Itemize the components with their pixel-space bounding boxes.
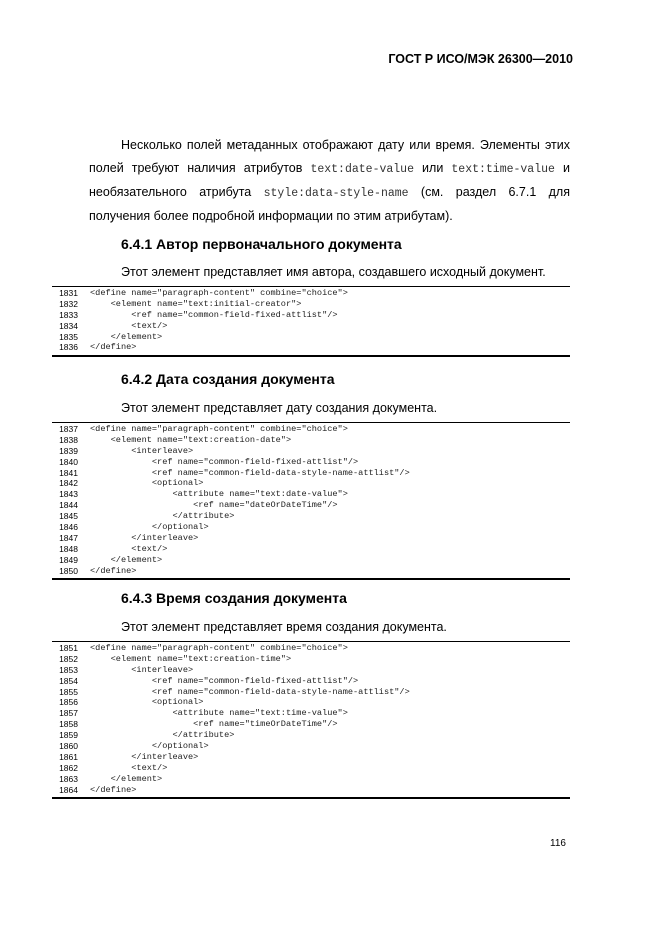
- intro-text-part4: (см. раздел 6.7.1 для получения более подробной информации по этим атрибутам).: [89, 185, 570, 223]
- line-number: 1840: [59, 456, 78, 467]
- code-line: [52, 457, 570, 468]
- code-text: <ref name="dateOrDateTime"/>: [90, 500, 338, 511]
- code-line: [52, 665, 570, 676]
- section-description-6-4-3: Этот элемент представляет время создания документа.: [121, 620, 447, 634]
- line-number: 1832: [59, 298, 78, 309]
- code-line: [52, 332, 570, 343]
- line-number: 1859: [59, 730, 78, 741]
- line-number: 1863: [59, 773, 78, 784]
- line-number: 1852: [59, 653, 78, 664]
- intro-text-part2: или: [413, 161, 452, 175]
- code-line: [52, 446, 570, 457]
- code-line: [52, 719, 570, 730]
- section-description-6-4-1: Этот элемент представляет имя автора, создавшего исходный документ.: [121, 265, 546, 279]
- code-text: <interleave>: [90, 445, 194, 456]
- code-text: <attribute name="text:time-value">: [90, 708, 348, 719]
- line-number: 1851: [59, 643, 78, 653]
- line-number: 1839: [59, 445, 78, 456]
- code-text: <attribute name="text:date-value">: [90, 489, 348, 500]
- code-line: [52, 321, 570, 332]
- line-number: 1861: [59, 751, 78, 762]
- code-line: [52, 697, 570, 708]
- code-line: [52, 500, 570, 511]
- line-number: 1835: [59, 331, 78, 342]
- code-line: [52, 741, 570, 752]
- line-number: 1849: [59, 554, 78, 565]
- code-line: [52, 522, 570, 533]
- code-listing-6-4-1: [52, 286, 570, 357]
- line-number: 1846: [59, 522, 78, 533]
- code-text: </define>: [90, 565, 137, 576]
- line-number: 1854: [59, 675, 78, 686]
- code-text: <ref name="common-field-data-style-name-attlist"/>: [90, 467, 410, 478]
- code-text: <ref name="common-field-fixed-attlist"/>: [90, 309, 338, 320]
- code-text: </interleave>: [90, 751, 199, 762]
- code-line: [52, 299, 570, 310]
- code-text: <element name="text:creation-time">: [90, 653, 292, 664]
- code-text: </element>: [90, 554, 163, 565]
- line-number: 1833: [59, 309, 78, 320]
- code-text: <text/>: [90, 320, 168, 331]
- section-title-6-4-2: 6.4.2 Дата создания документа: [121, 371, 335, 387]
- code-line: [52, 730, 570, 741]
- line-number: 1848: [59, 543, 78, 554]
- line-number: 1838: [59, 434, 78, 445]
- line-number: 1858: [59, 719, 78, 730]
- line-number: 1841: [59, 467, 78, 478]
- line-number: 1837: [59, 424, 78, 434]
- code-text: <text/>: [90, 762, 168, 773]
- code-text: <optional>: [90, 478, 204, 489]
- code-text: <ref name="common-field-fixed-attlist"/>: [90, 456, 359, 467]
- line-number: 1856: [59, 697, 78, 708]
- line-number: 1836: [59, 342, 78, 353]
- code-line: [52, 687, 570, 698]
- code-line: [52, 752, 570, 763]
- code-line: [52, 310, 570, 321]
- line-number: 1843: [59, 489, 78, 500]
- code-text: <element name="text:creation-date">: [90, 434, 292, 445]
- code-text: </optional>: [90, 522, 209, 533]
- line-number: 1847: [59, 532, 78, 543]
- code-text: </optional>: [90, 741, 209, 752]
- line-number: 1834: [59, 320, 78, 331]
- code-line: [52, 435, 570, 446]
- section-description-6-4-2: Этот элемент представляет дату создания документа.: [121, 401, 438, 415]
- code-line: [52, 544, 570, 555]
- code-line: [52, 288, 570, 299]
- code-line: [52, 511, 570, 522]
- section-title-6-4-3: 6.4.3 Время создания документа: [121, 590, 347, 606]
- code-text: </element>: [90, 773, 163, 784]
- line-number: 1844: [59, 500, 78, 511]
- line-number: 1860: [59, 741, 78, 752]
- code-line: [52, 342, 570, 353]
- code-text: </element>: [90, 331, 163, 342]
- code-text: <optional>: [90, 697, 204, 708]
- code-text: <element name="text:initial-creator">: [90, 298, 302, 309]
- line-number: 1855: [59, 686, 78, 697]
- section-title-6-4-1: 6.4.1 Автор первоначального документа: [121, 236, 402, 252]
- code-listing-6-4-3: [52, 641, 570, 799]
- code-text: <ref name="timeOrDateTime"/>: [90, 719, 338, 730]
- line-number: 1857: [59, 708, 78, 719]
- code-line: [52, 774, 570, 785]
- code-listing-6-4-2: [52, 422, 570, 580]
- code-text: <define name="paragraph-content" combine="choice">: [90, 288, 348, 298]
- intro-text-part1: Несколько полей метаданных отображают дату или время. Элементы этих полей требуют наличия атрибутов: [89, 138, 570, 175]
- code-text: <text/>: [90, 543, 168, 554]
- code-line: [52, 654, 570, 665]
- line-number: 1845: [59, 511, 78, 522]
- page-number: 116: [550, 838, 566, 849]
- code-text: </attribute>: [90, 511, 235, 522]
- attr-data-style-name: style:data-style-name: [263, 187, 409, 200]
- code-text: <define name="paragraph-content" combine="choice">: [90, 643, 348, 653]
- code-line: [52, 785, 570, 796]
- code-text: </interleave>: [90, 532, 199, 543]
- code-text: </attribute>: [90, 730, 235, 741]
- code-line: [52, 489, 570, 500]
- attr-date-value: text:date-value: [310, 163, 414, 176]
- code-text: <ref name="common-field-data-style-name-attlist"/>: [90, 686, 410, 697]
- line-number: 1862: [59, 762, 78, 773]
- intro-paragraph: [89, 134, 570, 228]
- code-text: <ref name="common-field-fixed-attlist"/>: [90, 675, 359, 686]
- attr-time-value: text:time-value: [451, 163, 555, 176]
- code-line: [52, 763, 570, 774]
- intro-text-part3: и необязательного атрибута: [89, 161, 570, 199]
- code-text: </define>: [90, 784, 137, 795]
- code-line: [52, 468, 570, 479]
- code-line: [52, 676, 570, 687]
- code-line: [52, 708, 570, 719]
- code-line: [52, 643, 570, 654]
- code-line: [52, 478, 570, 489]
- line-number: 1853: [59, 664, 78, 675]
- document-standard-header: ГОСТ Р ИСО/МЭК 26300—2010: [388, 52, 573, 66]
- code-line: [52, 555, 570, 566]
- code-text: <interleave>: [90, 664, 194, 675]
- line-number: 1831: [59, 288, 78, 298]
- code-line: [52, 424, 570, 435]
- code-line: [52, 533, 570, 544]
- line-number: 1850: [59, 565, 78, 576]
- code-text: </define>: [90, 342, 137, 353]
- code-line: [52, 566, 570, 577]
- line-number: 1864: [59, 784, 78, 795]
- line-number: 1842: [59, 478, 78, 489]
- code-text: <define name="paragraph-content" combine="choice">: [90, 424, 348, 434]
